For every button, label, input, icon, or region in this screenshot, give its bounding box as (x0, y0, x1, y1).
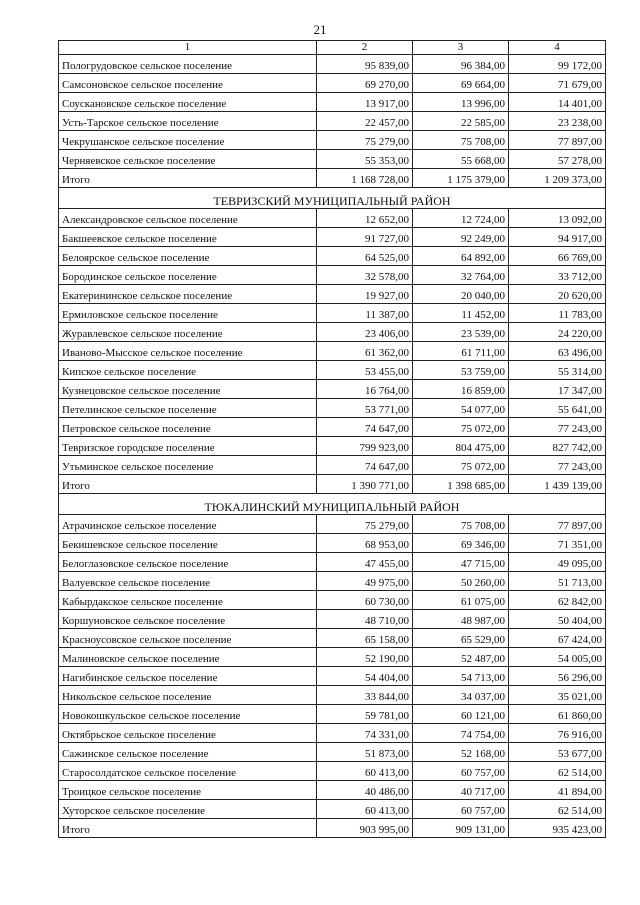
value-cell-col2: 12 652,00 (317, 209, 413, 228)
table-row (59, 629, 606, 648)
value-cell-col4: 55 314,00 (509, 361, 606, 380)
table-row (59, 55, 606, 74)
settlement-name-cell: Октябрьское сельское поселение (59, 724, 317, 743)
page-number: 21 (313, 22, 327, 37)
settlement-name-cell: Белоярское сельское поселение (59, 247, 317, 266)
table-row (59, 93, 606, 112)
value-cell-col4: 76 916,00 (509, 724, 606, 743)
value-cell-col2: 60 730,00 (317, 591, 413, 610)
value-cell-col4: 33 712,00 (509, 266, 606, 285)
value-cell-col4: 50 404,00 (509, 610, 606, 629)
value-cell-col4: 23 238,00 (509, 112, 606, 131)
value-cell-col4: 35 021,00 (509, 686, 606, 705)
table-row (59, 686, 606, 705)
value-cell-col2: 16 764,00 (317, 380, 413, 399)
table-row (59, 781, 606, 800)
settlement-name-cell: Белоглазовское сельское поселение (59, 553, 317, 572)
value-cell-col2: 75 279,00 (317, 131, 413, 150)
budget-table (58, 40, 606, 838)
value-cell-col4: 57 278,00 (509, 150, 606, 169)
value-cell-col4: 62 842,00 (509, 591, 606, 610)
value-cell-col3: 60 757,00 (413, 800, 509, 819)
value-cell-col3: 32 764,00 (413, 266, 509, 285)
value-cell-col4: 63 496,00 (509, 342, 606, 361)
settlement-name-cell: Итого (59, 819, 317, 838)
value-cell-col2: 32 578,00 (317, 266, 413, 285)
settlement-name-cell: Старосолдатское сельское поселение (59, 762, 317, 781)
table-row (59, 285, 606, 304)
value-cell-col4: 56 296,00 (509, 667, 606, 686)
table-row (59, 418, 606, 437)
settlement-name-cell: Нагибинское сельское поселение (59, 667, 317, 686)
settlement-name-cell: Петелинское сельское поселение (59, 399, 317, 418)
value-cell-col3: 11 452,00 (413, 304, 509, 323)
value-cell-col3: 92 249,00 (413, 228, 509, 247)
value-cell-col2: 95 839,00 (317, 55, 413, 74)
settlement-name-cell: Малиновское сельское поселение (59, 648, 317, 667)
settlement-name-cell: Иваново-Мысское сельское поселение (59, 342, 317, 361)
value-cell-col2: 22 457,00 (317, 112, 413, 131)
settlement-name-cell: Петровское сельское поселение (59, 418, 317, 437)
settlement-name-cell: Усть-Тарское сельское поселение (59, 112, 317, 131)
value-cell-col4: 827 742,00 (509, 437, 606, 456)
value-cell-col2: 53 771,00 (317, 399, 413, 418)
value-cell-col3: 804 475,00 (413, 437, 509, 456)
value-cell-col3: 16 859,00 (413, 380, 509, 399)
section-header-row (59, 188, 606, 209)
value-cell-col4: 71 351,00 (509, 534, 606, 553)
value-cell-col2: 60 413,00 (317, 800, 413, 819)
table-row (59, 323, 606, 342)
value-cell-col2: 51 873,00 (317, 743, 413, 762)
settlement-name-cell: Бородинское сельское поселение (59, 266, 317, 285)
value-cell-col3: 69 664,00 (413, 74, 509, 93)
settlement-name-cell: Никольское сельское поселение (59, 686, 317, 705)
value-cell-col4: 77 897,00 (509, 131, 606, 150)
value-cell-col3: 65 529,00 (413, 629, 509, 648)
column-number-row (59, 41, 606, 55)
value-cell-col2: 53 455,00 (317, 361, 413, 380)
value-cell-col3: 47 715,00 (413, 553, 509, 572)
total-row (59, 819, 606, 838)
table-row (59, 762, 606, 781)
table-row (59, 131, 606, 150)
table-row (59, 361, 606, 380)
value-cell-col3: 20 040,00 (413, 285, 509, 304)
table-row (59, 705, 606, 724)
settlement-name-cell: Итого (59, 475, 317, 494)
value-cell-col4: 71 679,00 (509, 74, 606, 93)
table-row (59, 572, 606, 591)
value-cell-col2: 1 168 728,00 (317, 169, 413, 188)
value-cell-col3: 60 121,00 (413, 705, 509, 724)
settlement-name-cell: Итого (59, 169, 317, 188)
value-cell-col4: 55 641,00 (509, 399, 606, 418)
value-cell-col2: 68 953,00 (317, 534, 413, 553)
settlement-name-cell: Бакшеевское сельское поселение (59, 228, 317, 247)
table-row (59, 667, 606, 686)
table-row (59, 610, 606, 629)
table-row (59, 437, 606, 456)
value-cell-col3: 60 757,00 (413, 762, 509, 781)
value-cell-col4: 66 769,00 (509, 247, 606, 266)
value-cell-col3: 34 037,00 (413, 686, 509, 705)
value-cell-col3: 52 487,00 (413, 648, 509, 667)
table-row (59, 399, 606, 418)
table-row (59, 534, 606, 553)
table-row (59, 266, 606, 285)
value-cell-col3: 69 346,00 (413, 534, 509, 553)
value-cell-col4: 77 243,00 (509, 418, 606, 437)
value-cell-col4: 62 514,00 (509, 800, 606, 819)
settlement-name-cell: Валуевское сельское поселение (59, 572, 317, 591)
column-header-3: 3 (413, 41, 509, 55)
value-cell-col3: 75 072,00 (413, 456, 509, 475)
settlement-name-cell: Атрачинское сельское поселение (59, 515, 317, 534)
value-cell-col3: 1 398 685,00 (413, 475, 509, 494)
value-cell-col3: 75 708,00 (413, 131, 509, 150)
value-cell-col3: 74 754,00 (413, 724, 509, 743)
value-cell-col4: 61 860,00 (509, 705, 606, 724)
value-cell-col3: 23 539,00 (413, 323, 509, 342)
table-row (59, 553, 606, 572)
value-cell-col4: 1 209 373,00 (509, 169, 606, 188)
value-cell-col2: 11 387,00 (317, 304, 413, 323)
value-cell-col2: 69 270,00 (317, 74, 413, 93)
settlement-name-cell: Кузнецовское сельское поселение (59, 380, 317, 399)
value-cell-col4: 13 092,00 (509, 209, 606, 228)
value-cell-col3: 1 175 379,00 (413, 169, 509, 188)
value-cell-col2: 13 917,00 (317, 93, 413, 112)
value-cell-col4: 67 424,00 (509, 629, 606, 648)
table-row (59, 724, 606, 743)
value-cell-col3: 48 987,00 (413, 610, 509, 629)
value-cell-col4: 20 620,00 (509, 285, 606, 304)
value-cell-col3: 52 168,00 (413, 743, 509, 762)
table-row (59, 591, 606, 610)
value-cell-col2: 59 781,00 (317, 705, 413, 724)
settlement-name-cell: Черняевское сельское поселение (59, 150, 317, 169)
value-cell-col4: 49 095,00 (509, 553, 606, 572)
column-header-4: 4 (509, 41, 606, 55)
value-cell-col2: 19 927,00 (317, 285, 413, 304)
value-cell-col4: 62 514,00 (509, 762, 606, 781)
section-header-row (59, 494, 606, 515)
value-cell-col3: 12 724,00 (413, 209, 509, 228)
value-cell-col2: 49 975,00 (317, 572, 413, 591)
table-row (59, 150, 606, 169)
value-cell-col3: 75 708,00 (413, 515, 509, 534)
value-cell-col2: 54 404,00 (317, 667, 413, 686)
value-cell-col4: 53 677,00 (509, 743, 606, 762)
value-cell-col4: 14 401,00 (509, 93, 606, 112)
column-header-1: 1 (59, 41, 317, 55)
settlement-name-cell: Утьминское сельское поселение (59, 456, 317, 475)
table-row (59, 743, 606, 762)
value-cell-col2: 903 995,00 (317, 819, 413, 838)
value-cell-col2: 61 362,00 (317, 342, 413, 361)
settlement-name-cell: Самсоновское сельское поселение (59, 74, 317, 93)
value-cell-col3: 61 075,00 (413, 591, 509, 610)
value-cell-col4: 935 423,00 (509, 819, 606, 838)
settlement-name-cell: Ермиловское сельское поселение (59, 304, 317, 323)
value-cell-col3: 54 077,00 (413, 399, 509, 418)
value-cell-col2: 40 486,00 (317, 781, 413, 800)
value-cell-col3: 55 668,00 (413, 150, 509, 169)
value-cell-col2: 65 158,00 (317, 629, 413, 648)
table-row (59, 515, 606, 534)
value-cell-col4: 41 894,00 (509, 781, 606, 800)
value-cell-col4: 51 713,00 (509, 572, 606, 591)
total-row (59, 169, 606, 188)
settlement-name-cell: Сажинское сельское поселение (59, 743, 317, 762)
value-cell-col2: 75 279,00 (317, 515, 413, 534)
value-cell-col2: 52 190,00 (317, 648, 413, 667)
settlement-name-cell: Красноусовское сельское поселение (59, 629, 317, 648)
value-cell-col2: 74 331,00 (317, 724, 413, 743)
settlement-name-cell: Троицкое сельское поселение (59, 781, 317, 800)
value-cell-col4: 77 243,00 (509, 456, 606, 475)
table-body (59, 41, 606, 838)
table-row (59, 800, 606, 819)
value-cell-col4: 94 917,00 (509, 228, 606, 247)
value-cell-col3: 61 711,00 (413, 342, 509, 361)
table-row (59, 342, 606, 361)
value-cell-col2: 799 923,00 (317, 437, 413, 456)
value-cell-col4: 54 005,00 (509, 648, 606, 667)
settlement-name-cell: Кипское сельское поселение (59, 361, 317, 380)
settlement-name-cell: Екатерининское сельское поселение (59, 285, 317, 304)
value-cell-col2: 33 844,00 (317, 686, 413, 705)
value-cell-col3: 13 996,00 (413, 93, 509, 112)
value-cell-col3: 40 717,00 (413, 781, 509, 800)
table-row (59, 456, 606, 475)
table-row (59, 112, 606, 131)
settlement-name-cell: Кабырдакское сельское поселение (59, 591, 317, 610)
value-cell-col3: 96 384,00 (413, 55, 509, 74)
settlement-name-cell: Журавлевское сельское поселение (59, 323, 317, 342)
section-title: ТЕВРИЗСКИЙ МУНИЦИПАЛЬНЫЙ РАЙОН (59, 188, 606, 209)
settlement-name-cell: Соускановское сельское поселение (59, 93, 317, 112)
value-cell-col3: 75 072,00 (413, 418, 509, 437)
value-cell-col4: 11 783,00 (509, 304, 606, 323)
value-cell-col3: 50 260,00 (413, 572, 509, 591)
table-row (59, 247, 606, 266)
value-cell-col2: 91 727,00 (317, 228, 413, 247)
value-cell-col3: 54 713,00 (413, 667, 509, 686)
settlement-name-cell: Хуторское сельское поселение (59, 800, 317, 819)
value-cell-col2: 60 413,00 (317, 762, 413, 781)
total-row (59, 475, 606, 494)
value-cell-col2: 74 647,00 (317, 456, 413, 475)
value-cell-col3: 909 131,00 (413, 819, 509, 838)
value-cell-col2: 74 647,00 (317, 418, 413, 437)
value-cell-col4: 1 439 139,00 (509, 475, 606, 494)
settlement-name-cell: Бекишевское сельское поселение (59, 534, 317, 553)
section-title: ТЮКАЛИНСКИЙ МУНИЦИПАЛЬНЫЙ РАЙОН (59, 494, 606, 515)
value-cell-col2: 47 455,00 (317, 553, 413, 572)
value-cell-col4: 99 172,00 (509, 55, 606, 74)
value-cell-col2: 1 390 771,00 (317, 475, 413, 494)
settlement-name-cell: Александровское сельское поселение (59, 209, 317, 228)
value-cell-col2: 23 406,00 (317, 323, 413, 342)
value-cell-col2: 48 710,00 (317, 610, 413, 629)
table-row (59, 228, 606, 247)
value-cell-col2: 64 525,00 (317, 247, 413, 266)
column-header-2: 2 (317, 41, 413, 55)
table-row (59, 380, 606, 399)
settlement-name-cell: Новокошкульское сельское поселение (59, 705, 317, 724)
value-cell-col3: 22 585,00 (413, 112, 509, 131)
table-row (59, 648, 606, 667)
value-cell-col4: 17 347,00 (509, 380, 606, 399)
settlement-name-cell: Коршуновское сельское поселение (59, 610, 317, 629)
settlement-name-cell: Чекрушанское сельское поселение (59, 131, 317, 150)
table-row (59, 74, 606, 93)
value-cell-col4: 77 897,00 (509, 515, 606, 534)
value-cell-col3: 64 892,00 (413, 247, 509, 266)
table-row (59, 209, 606, 228)
table-row (59, 304, 606, 323)
settlement-name-cell: Пологрудовское сельское поселение (59, 55, 317, 74)
value-cell-col3: 53 759,00 (413, 361, 509, 380)
settlement-name-cell: Тевризское городское поселение (59, 437, 317, 456)
value-cell-col2: 55 353,00 (317, 150, 413, 169)
value-cell-col4: 24 220,00 (509, 323, 606, 342)
